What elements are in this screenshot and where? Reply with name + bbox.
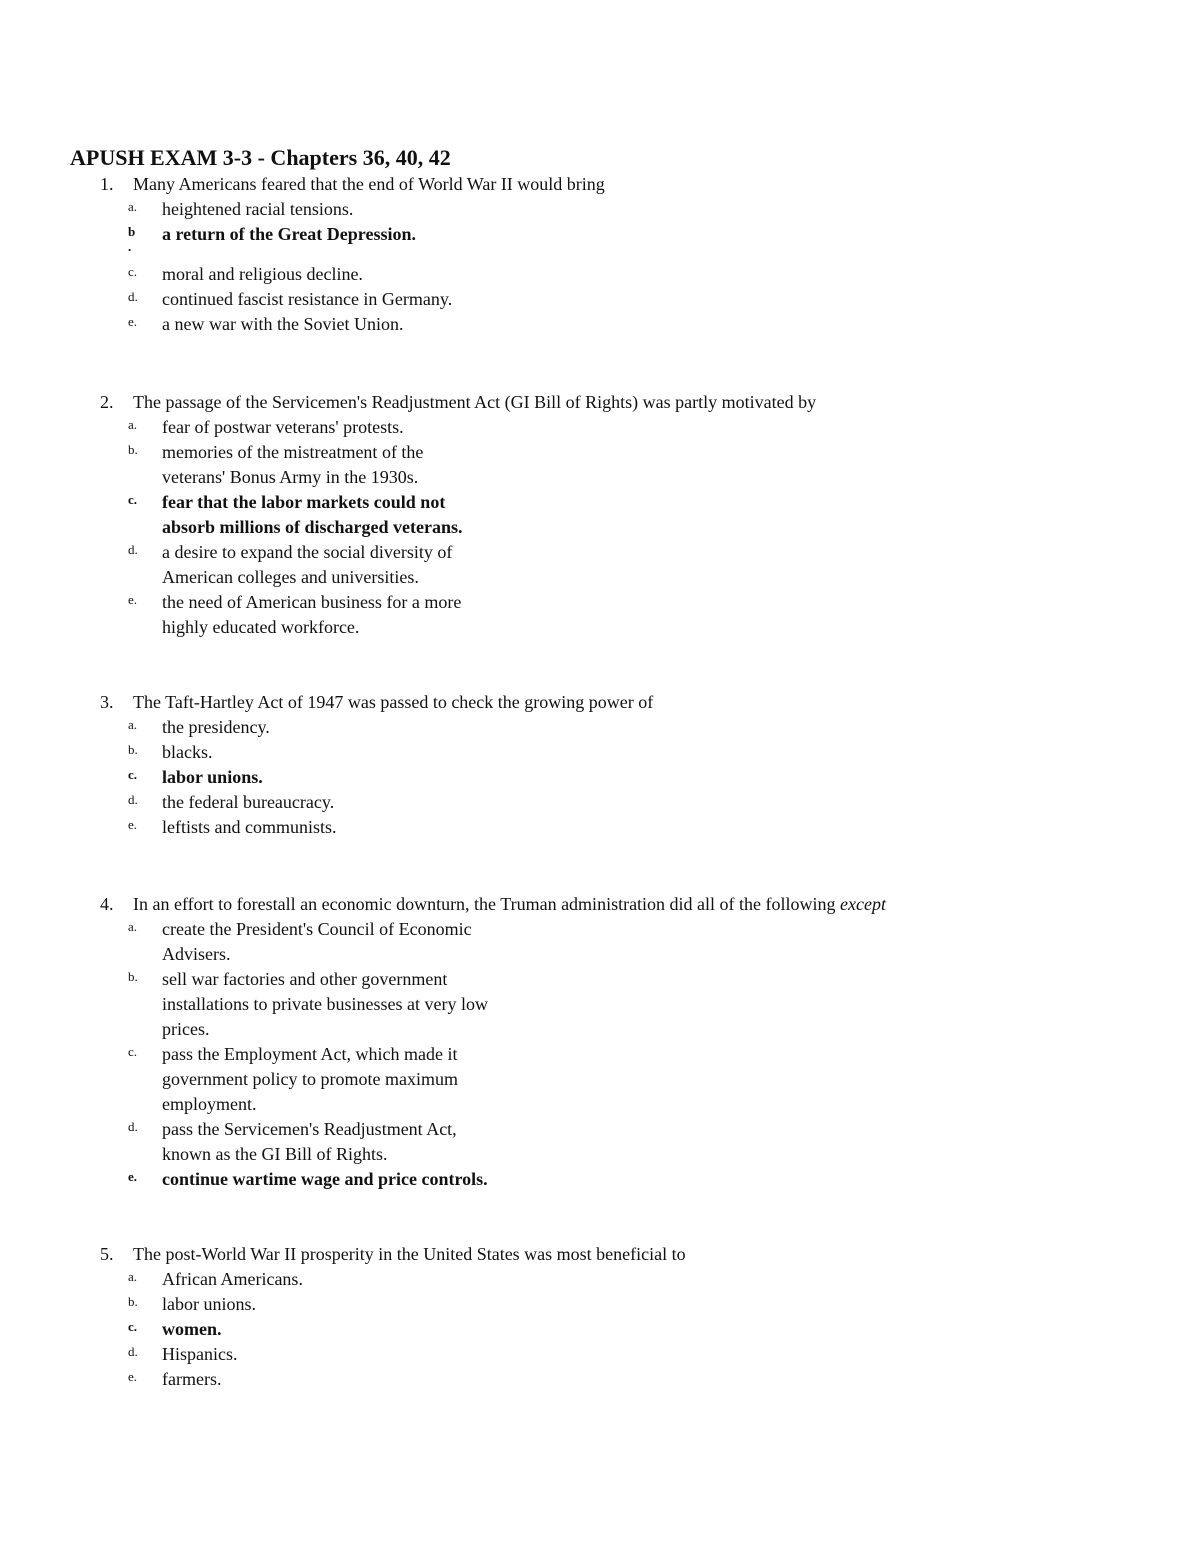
question-number: 1. <box>100 174 114 194</box>
question-stem <box>0 1242 1200 1267</box>
option-text: sell war factories and other government installations to private businesses at very low prices. <box>162 969 488 1039</box>
option-text: the need of American business for a more highly educated workforce. <box>162 592 462 637</box>
option-d <box>0 1117 1200 1167</box>
option-letter: b <box>128 224 136 239</box>
option-text: Hispanics. <box>162 1344 238 1364</box>
option-b <box>0 440 1200 490</box>
option-letter: b. <box>128 1294 138 1309</box>
option-d <box>0 790 1200 815</box>
question-stem <box>0 172 1200 197</box>
option-text: the presidency. <box>162 717 270 737</box>
question-stem <box>0 892 1200 917</box>
option-text: a desire to expand the social diversity of American colleges and universities. <box>162 542 453 587</box>
question-number: 4. <box>100 894 114 914</box>
question-stem <box>0 690 1200 715</box>
option-a <box>0 415 1200 440</box>
option-text: blacks. <box>162 742 213 762</box>
question-number: 5. <box>100 1244 114 1264</box>
option-d <box>0 1342 1200 1367</box>
option-letter: a. <box>128 199 138 214</box>
option-text: heightened racial tensions. <box>162 199 354 219</box>
option-a <box>0 197 1200 222</box>
option-text: leftists and communists. <box>162 817 337 837</box>
option-letter: e. <box>128 817 138 832</box>
option-c <box>0 262 1200 287</box>
option-letter: e. <box>128 592 138 607</box>
option-letter: a. <box>128 919 138 934</box>
option-letter: a. <box>128 1269 138 1284</box>
option-c-correct <box>0 490 1200 540</box>
option-d <box>0 540 1200 590</box>
option-text: moral and religious decline. <box>162 264 363 284</box>
question-2 <box>0 390 1200 640</box>
option-text: fear of postwar veterans' protests. <box>162 417 404 437</box>
option-letter: d. <box>128 289 138 304</box>
option-text: a new war with the Soviet Union. <box>162 314 404 334</box>
option-letter: c. <box>128 767 138 782</box>
option-a <box>0 1267 1200 1292</box>
option-text: pass the Employment Act, which made it government policy to promote maximum employment. <box>162 1044 458 1114</box>
option-letter: d. <box>128 542 138 557</box>
question-stem <box>0 390 1200 415</box>
option-d <box>0 287 1200 312</box>
option-e-correct <box>0 1167 1200 1192</box>
question-text-wrap <box>133 892 886 917</box>
option-letter: a. <box>128 717 138 732</box>
option-letter: e. <box>128 1369 138 1384</box>
question-text: Many Americans feared that the end of World War II would bring <box>133 174 605 194</box>
question-text: The post-World War II prosperity in the United States was most beneficial to <box>133 1244 686 1264</box>
option-text: continued fascist resistance in Germany. <box>162 289 453 309</box>
option-letter: e. <box>128 314 138 329</box>
question-3 <box>0 690 1200 840</box>
option-text: create the President's Council of Economic Advisers. <box>162 919 472 964</box>
option-e <box>0 312 1200 337</box>
option-a <box>0 715 1200 740</box>
option-text: memories of the mistreatment of the veterans' Bonus Army in the 1930s. <box>162 442 424 487</box>
option-text: a return of the Great Depression. <box>162 224 416 244</box>
option-c <box>0 1042 1200 1117</box>
option-letter: d. <box>128 1344 138 1359</box>
option-letter: d. <box>128 792 138 807</box>
option-text: the federal bureaucracy. <box>162 792 335 812</box>
option-text: fear that the labor markets could not absorb millions of discharged veterans. <box>162 492 463 537</box>
option-letter: c. <box>128 492 138 507</box>
option-letter: b. <box>128 742 138 757</box>
question-emphasis: except <box>840 894 886 914</box>
option-letter: b. <box>128 969 138 984</box>
option-letter: c. <box>128 1319 138 1334</box>
option-letter: e. <box>128 1169 138 1184</box>
option-letter: c. <box>128 264 138 279</box>
option-b <box>0 740 1200 765</box>
option-e <box>0 590 1200 640</box>
question-5 <box>0 1242 1200 1392</box>
option-b <box>0 967 1200 1042</box>
option-letter: c. <box>128 1044 138 1059</box>
question-text: The passage of the Servicemen's Readjustment Act (GI Bill of Rights) was partly motivated by <box>133 392 817 412</box>
option-text: farmers. <box>162 1369 222 1389</box>
option-b <box>0 1292 1200 1317</box>
stray-dot-glyph: . <box>128 239 132 254</box>
question-text: The Taft-Hartley Act of 1947 was passed to check the growing power of <box>133 692 654 712</box>
option-text: labor unions. <box>162 1294 256 1314</box>
question-1 <box>0 172 1200 337</box>
option-a <box>0 917 1200 967</box>
option-c-correct <box>0 765 1200 790</box>
option-e <box>0 1367 1200 1392</box>
option-text: African Americans. <box>162 1269 303 1289</box>
question-4 <box>0 892 1200 1192</box>
question-text: In an effort to forestall an economic downturn, the Truman administration did all of the following <box>133 894 836 914</box>
option-letter: a. <box>128 417 138 432</box>
stray-dot <box>0 239 1200 262</box>
question-number: 3. <box>100 692 114 712</box>
option-letter: b. <box>128 442 138 457</box>
option-text: women. <box>162 1319 222 1339</box>
option-text: pass the Servicemen's Readjustment Act, known as the GI Bill of Rights. <box>162 1119 457 1164</box>
page-title: APUSH EXAM 3-3 - Chapters 36, 40, 42 <box>70 145 451 170</box>
question-number: 2. <box>100 392 114 412</box>
option-text: continue wartime wage and price controls. <box>162 1169 488 1189</box>
option-b-correct <box>0 222 1200 247</box>
option-letter: d. <box>128 1119 138 1134</box>
option-text: labor unions. <box>162 767 263 787</box>
option-c-correct <box>0 1317 1200 1342</box>
option-e <box>0 815 1200 840</box>
